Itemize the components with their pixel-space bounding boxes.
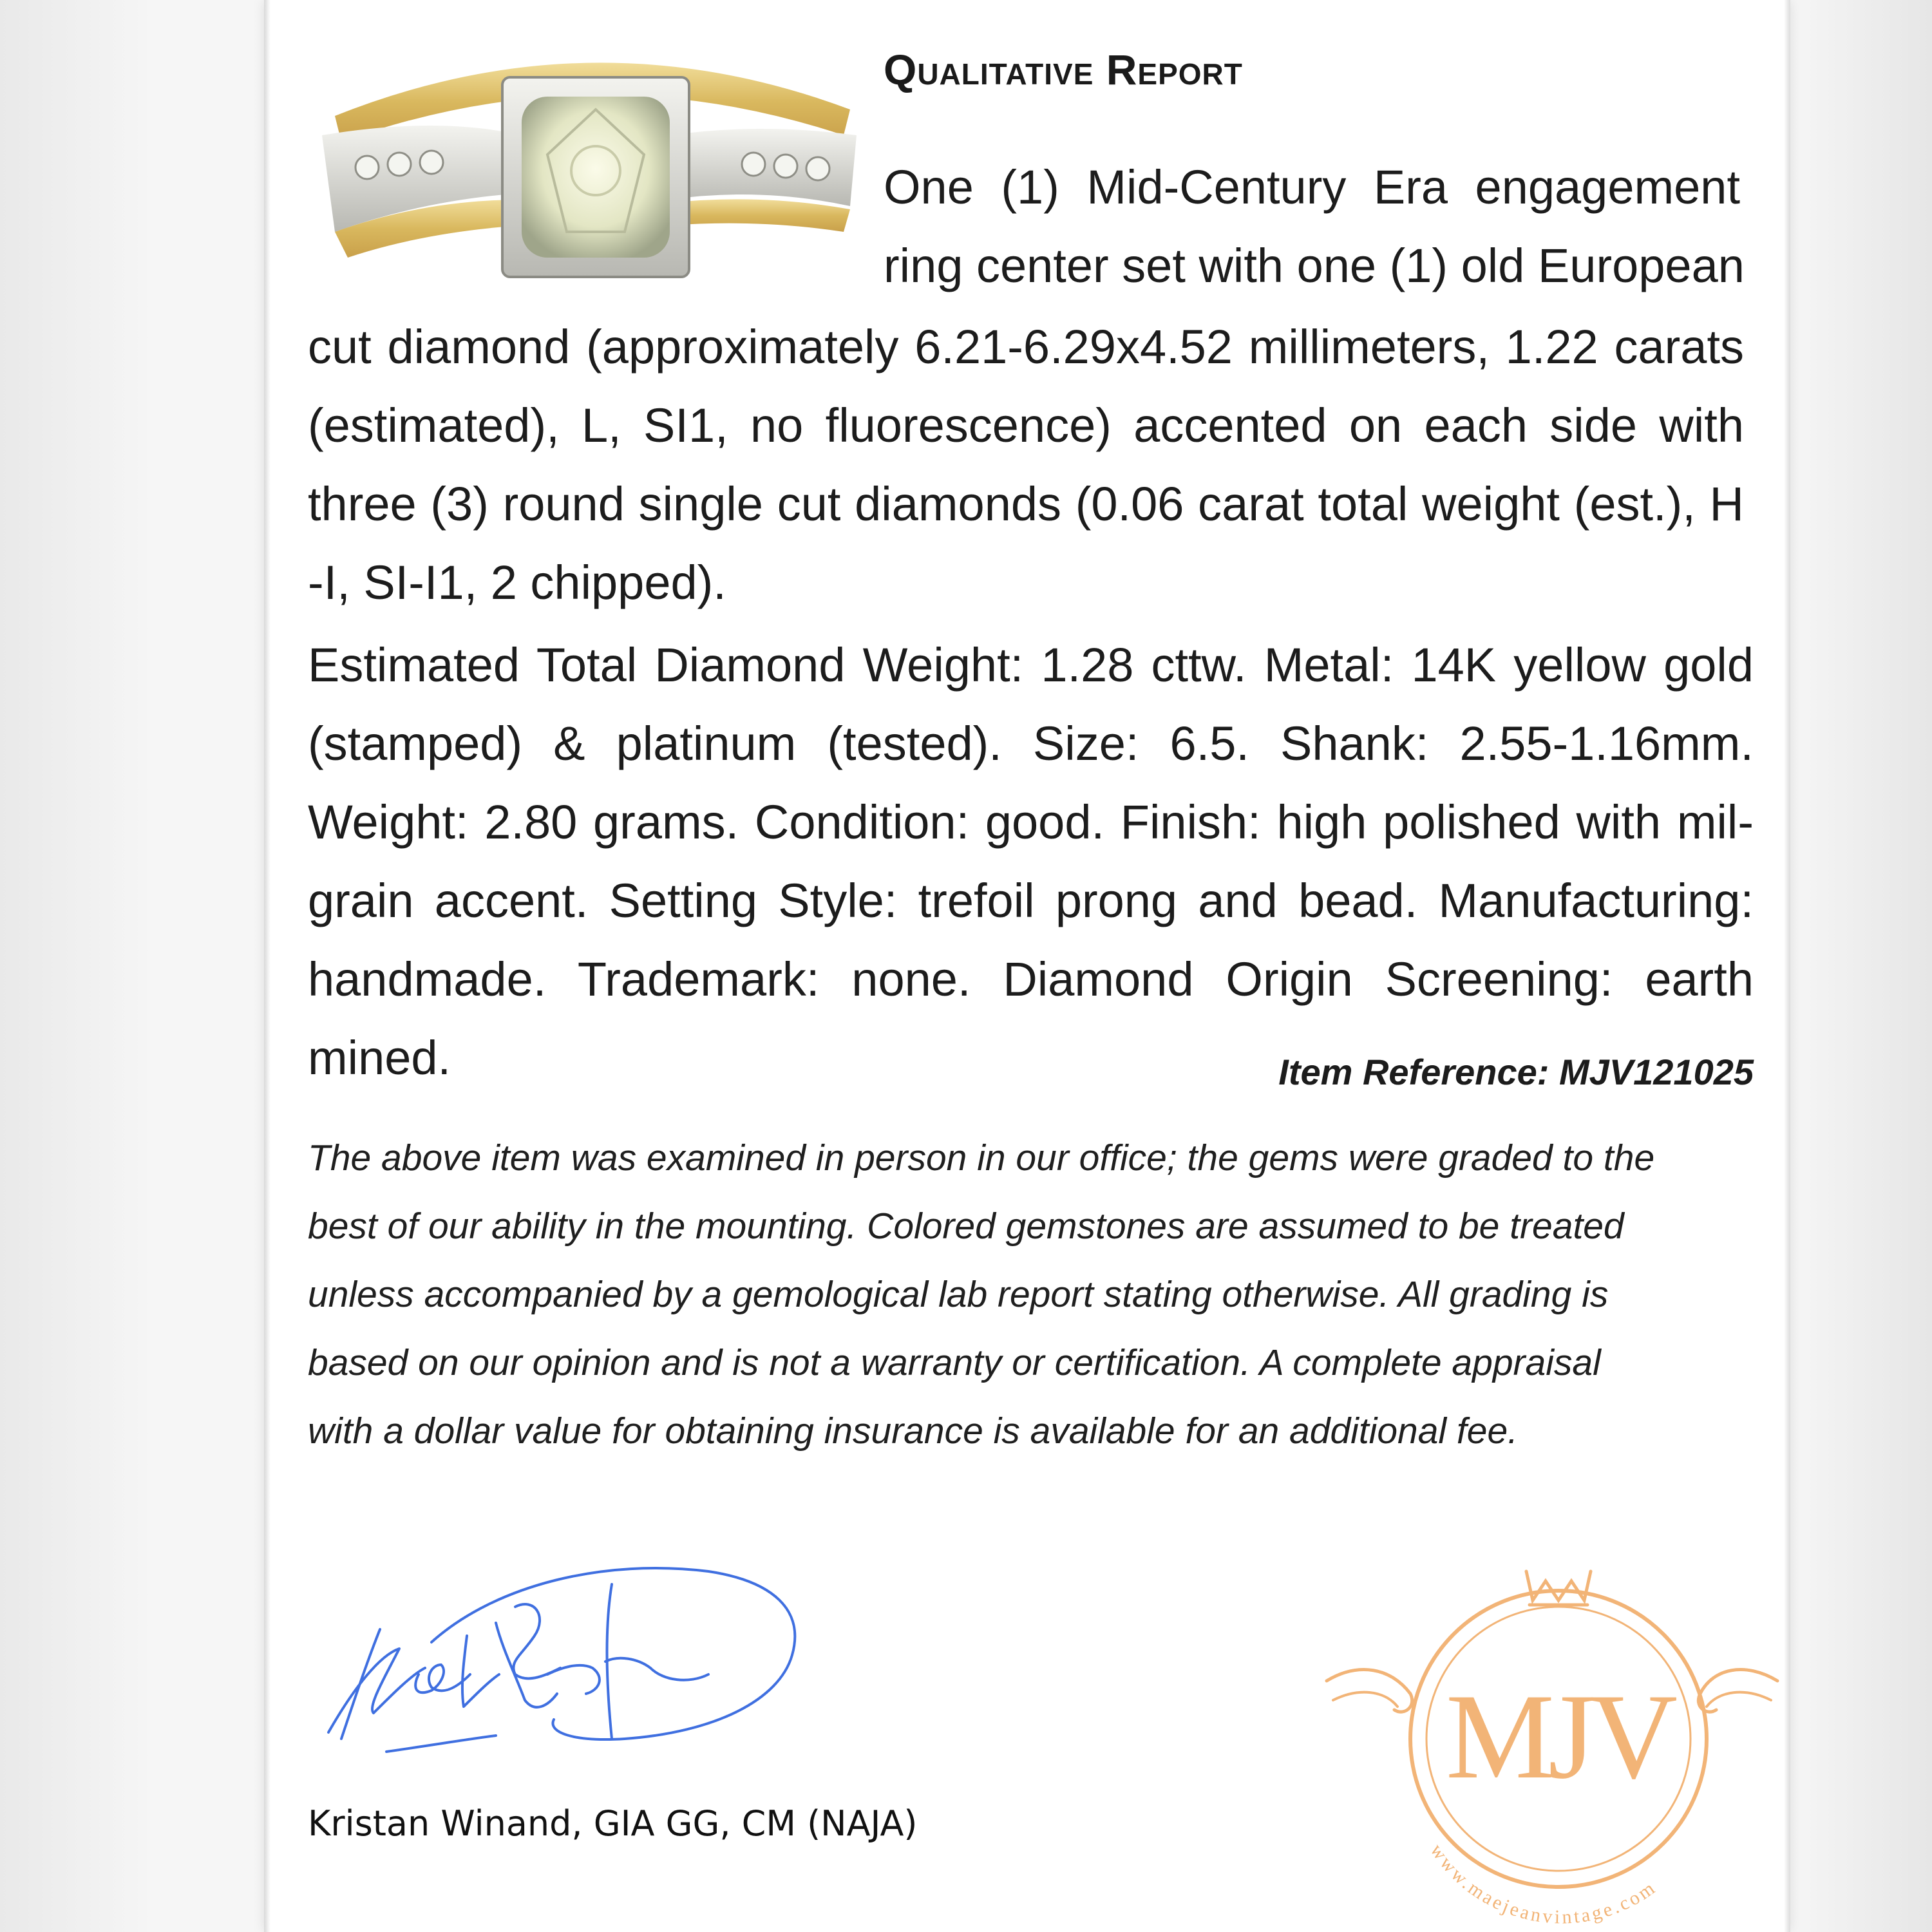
disclaimer-line: unless accompanied by a gemological lab report stating otherwise. All grading is <box>308 1274 1609 1315</box>
description-bottom <box>308 308 1744 622</box>
disclaimer <box>308 1124 1754 1465</box>
disclaimer-line: The above item was examined in person in our office; the gems were graded to the <box>308 1137 1655 1179</box>
appraiser-name: Kristan Winand, GIA GG, CM (NAJA) <box>308 1803 918 1844</box>
card-edge <box>264 0 270 1932</box>
card-edge <box>1784 0 1790 1932</box>
item-reference: Item Reference: MJV121025 <box>1278 1052 1754 1092</box>
details-final-row <box>308 1019 1754 1097</box>
description-line: cut diamond (approximately 6.21-6.29x4.52 millimeters, 1.22 carats <box>308 320 1744 374</box>
details-line: Estimated Total Diamond Weight: 1.28 cttw. Metal: 14K yellow gold <box>308 638 1754 692</box>
details-line: Weight: 2.80 grams. Condition: good. Finish: high polished with mil- <box>308 795 1754 849</box>
description-line: three (3) round single cut diamonds (0.06 carat total weight (est.), H <box>308 477 1744 531</box>
ring-photo <box>309 39 876 296</box>
description-line: (estimated), L, SI1, no fluorescence) accented on each side with <box>308 399 1744 452</box>
details-line: (stamped) & platinum (tested). Size: 6.5. Shank: 2.55-1.16mm. <box>308 717 1754 770</box>
report-title: Qualitative Report <box>884 46 1243 93</box>
description-line: One (1) Mid-Century Era engagement <box>884 160 1740 214</box>
item-details <box>308 626 1754 1019</box>
disclaimer-line: based on our opinion and is not a warranty or certification. A complete appraisal <box>308 1342 1601 1383</box>
disclaimer-line: with a dollar value for obtaining insurance is available for an additional fee. <box>308 1410 1518 1452</box>
details-line: mined. <box>308 1031 451 1084</box>
seal-monogram: MJV <box>1445 1669 1672 1804</box>
description-top <box>884 148 1745 305</box>
details-line: handmade. Trademark: none. Diamond Origin Screening: earth <box>308 952 1754 1006</box>
details-line: grain accent. Setting Style: trefoil prong and bead. Manufacturing: <box>308 874 1754 927</box>
company-seal-logo <box>1320 1546 1784 1932</box>
disclaimer-line: best of our ability in the mounting. Colored gemstones are assumed to be treated <box>308 1206 1624 1247</box>
appraiser-signature <box>303 1546 857 1777</box>
seal-website: www.maejeanvintage.com <box>1426 1840 1661 1928</box>
description-line: -I, SI-I1, 2 chipped). <box>308 556 726 609</box>
description-line: ring center set with one (1) old European <box>884 239 1745 292</box>
